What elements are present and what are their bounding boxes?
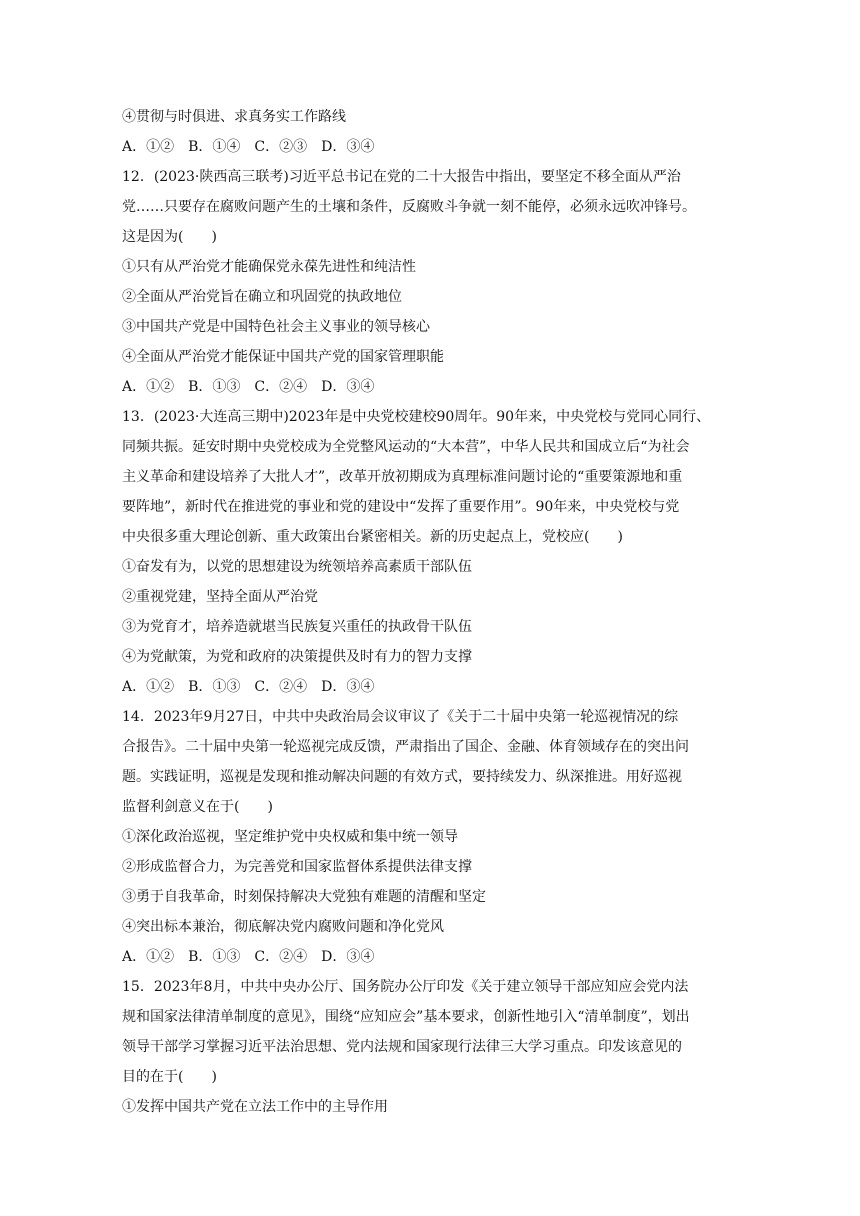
q13-stem-line-2: 同频共振。延安时期中央党校成为全党整风运动的“大本营”，中华人民共和国成立后“为社会	[122, 439, 690, 455]
q11-answer-choices: A．①② B．①④ C．②③ D．③④	[122, 139, 375, 155]
q12-answer-choices: A．①② B．①③ C．②④ D．③④	[122, 379, 375, 395]
q15-stem-line-4: 目的在于( )	[122, 1069, 217, 1085]
q14-option-3: ③勇于自我革命，时刻保持解决大党独有难题的清醒和坚定	[122, 889, 486, 905]
q14-answer-choices: A．①② B．①③ C．②④ D．③④	[122, 949, 375, 965]
q12-option-3: ③中国共产党是中国特色社会主义事业的领导核心	[122, 319, 430, 335]
q14-stem-line-1: 14．2023年9月27日，中共中央政治局会议审议了《关于二十届中央第一轮巡视情况的综	[122, 709, 679, 725]
q15-option-1: ①发挥中国共产党在立法工作中的主导作用	[122, 1099, 388, 1115]
q14-stem-line-2: 合报告》。二十届中央第一轮巡视完成反馈，严肃指出了国企、金融、体育领域存在的突出问	[122, 739, 689, 755]
q12-stem-line-3: 这是因为( )	[122, 229, 217, 245]
q14-option-4: ④突出标本兼治，彻底解决党内腐败问题和净化党风	[122, 919, 444, 935]
question-content	[122, 102, 742, 1122]
q13-answer-choices: A．①② B．①③ C．②④ D．③④	[122, 679, 375, 695]
q12-stem-line-2: 党……只要存在腐败问题产生的土壤和条件，反腐败斗争就一刻不能停，必须永远吹冲锋号。	[122, 199, 696, 215]
q11-option-4: ④贯彻与时俱进、求真务实工作路线	[122, 109, 346, 125]
q12-option-1: ①只有从严治党才能确保党永葆先进性和纯洁性	[122, 259, 416, 275]
q14-stem-line-4: 监督利剑意义在于( )	[122, 799, 273, 815]
q14-option-1: ①深化政治巡视，坚定维护党中央权威和集中统一领导	[122, 829, 458, 845]
q13-stem-line-4: 要阵地”，新时代在推进党的事业和党的建设中“发挥了重要作用”。90年来，中央党校与党	[122, 499, 680, 515]
q12-stem-line-1: 12．(2023·陕西高三联考)习近平总书记在党的二十大报告中指出，要坚定不移全面从严治	[122, 169, 681, 185]
q12-option-4: ④全面从严治党才能保证中国共产党的国家管理职能	[122, 349, 444, 365]
q13-stem-line-1: 13．(2023·大连高三期中)2023年是中央党校建校90周年。90年来，中央党校与党同心同行、	[122, 409, 711, 425]
q12-option-2: ②全面从严治党旨在确立和巩固党的执政地位	[122, 289, 402, 305]
q14-option-2: ②形成监督合力，为完善党和国家监督体系提供法律支撑	[122, 859, 472, 875]
q15-stem-line-3: 领导干部学习掌握习近平法治思想、党内法规和国家现行法律三大学习重点。印发该意见的	[122, 1039, 682, 1055]
q13-stem-line-5: 中央很多重大理论创新、重大政策出台紧密相关。新的历史起点上，党校应( )	[122, 529, 623, 545]
q13-option-1: ①奋发有为，以党的思想建设为统领培养高素质干部队伍	[122, 559, 472, 575]
q13-option-2: ②重视党建，坚持全面从严治党	[122, 589, 318, 605]
q13-option-4: ④为党献策，为党和政府的决策提供及时有力的智力支撑	[122, 649, 472, 665]
q15-stem-line-1: 15．2023年8月，中共中央办公厅、国务院办公厅印发《关于建立领导干部应知应会党内法	[122, 979, 689, 995]
q13-stem-line-3: 主义革命和建设培养了大批人才”，改革开放初期成为真理标准问题讨论的“重要策源地和重	[122, 469, 683, 485]
q15-stem-line-2: 规和国家法律清单制度的意见》，围绕“应知应会”基本要求，创新性地引入“清单制度”，划出	[122, 1009, 690, 1025]
q13-option-3: ③为党育才，培养造就堪当民族复兴重任的执政骨干队伍	[122, 619, 472, 635]
q14-stem-line-3: 题。实践证明，巡视是发现和推动解决问题的有效方式，要持续发力、纵深推进。用好巡视	[122, 769, 682, 785]
